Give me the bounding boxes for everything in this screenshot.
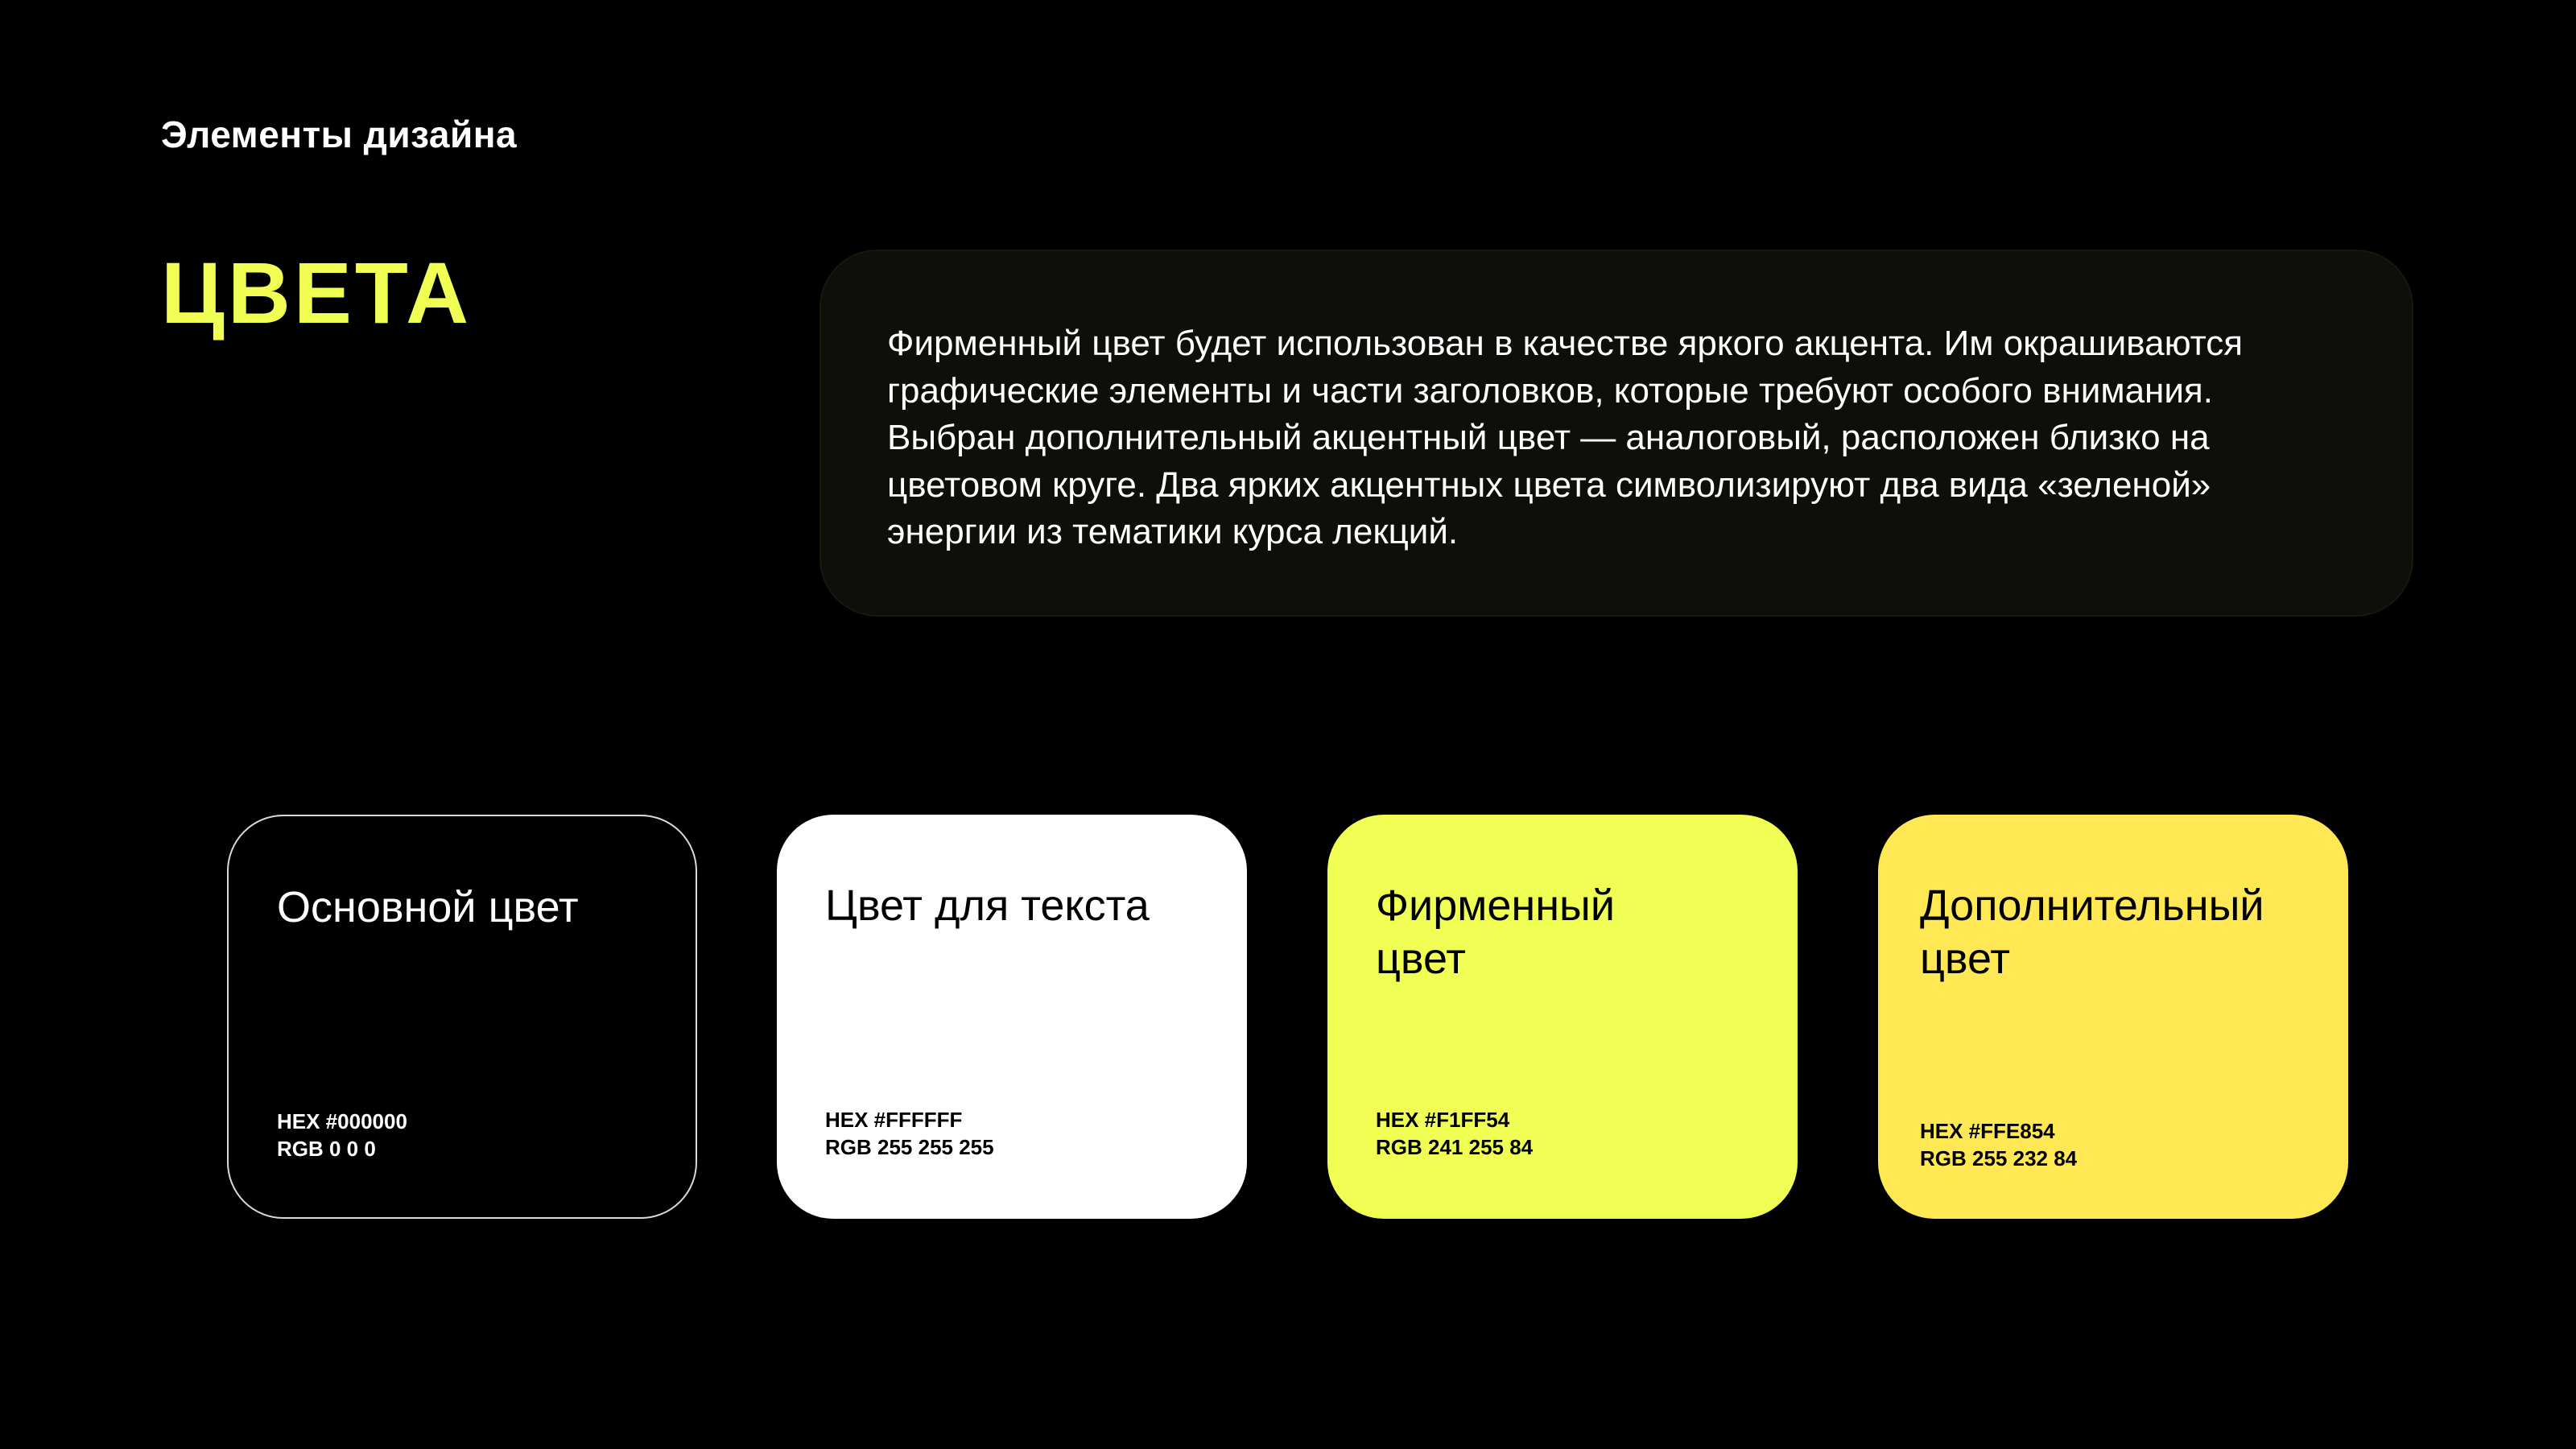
swatch-rgb: RGB 255 255 255 <box>825 1135 994 1159</box>
swatch-text-color <box>777 815 1247 1219</box>
swatch-hex: HEX #F1FF54 <box>1376 1108 1510 1132</box>
swatch-rgb: RGB 255 232 84 <box>1920 1146 2078 1170</box>
swatch-name: Основной цвет <box>277 883 579 931</box>
swatch-codes <box>277 1108 407 1162</box>
swatch-rgb: RGB 0 0 0 <box>277 1137 376 1161</box>
swatch-codes <box>825 1106 994 1161</box>
swatch-codes <box>1920 1117 2077 1172</box>
swatch-hex: HEX #000000 <box>277 1109 407 1133</box>
description-text: Фирменный цвет будет использован в качестве яркого акцента. Им окрашиваются графические элементы и части заголовков, которые требуют особого внимания. Выбран дополнительный акцентный цвет — аналоговый, расположен близко на цветовом круге. Два ярких акцентных цвета символизируют два вида «зеленой» энергии из тематики курса лекций. <box>887 324 2244 551</box>
section-label: Элементы дизайна <box>161 114 518 155</box>
swatch-name: Дополнительный цвет <box>1920 881 2264 983</box>
page-title: ЦВЕТА <box>161 244 473 341</box>
description-card <box>819 250 2413 617</box>
swatch-rgb: RGB 241 255 84 <box>1376 1135 1534 1159</box>
swatch-hex: HEX #FFE854 <box>1920 1119 2055 1143</box>
swatch-codes <box>1376 1106 1533 1161</box>
swatch-name: Фирменный цвет <box>1376 881 1616 983</box>
swatch-primary-color <box>227 815 697 1219</box>
swatch-name: Цвет для текста <box>825 881 1150 930</box>
swatch-hex: HEX #FFFFFF <box>825 1108 963 1132</box>
swatch-additional-color <box>1878 815 2348 1219</box>
swatch-brand-color <box>1327 815 1798 1219</box>
